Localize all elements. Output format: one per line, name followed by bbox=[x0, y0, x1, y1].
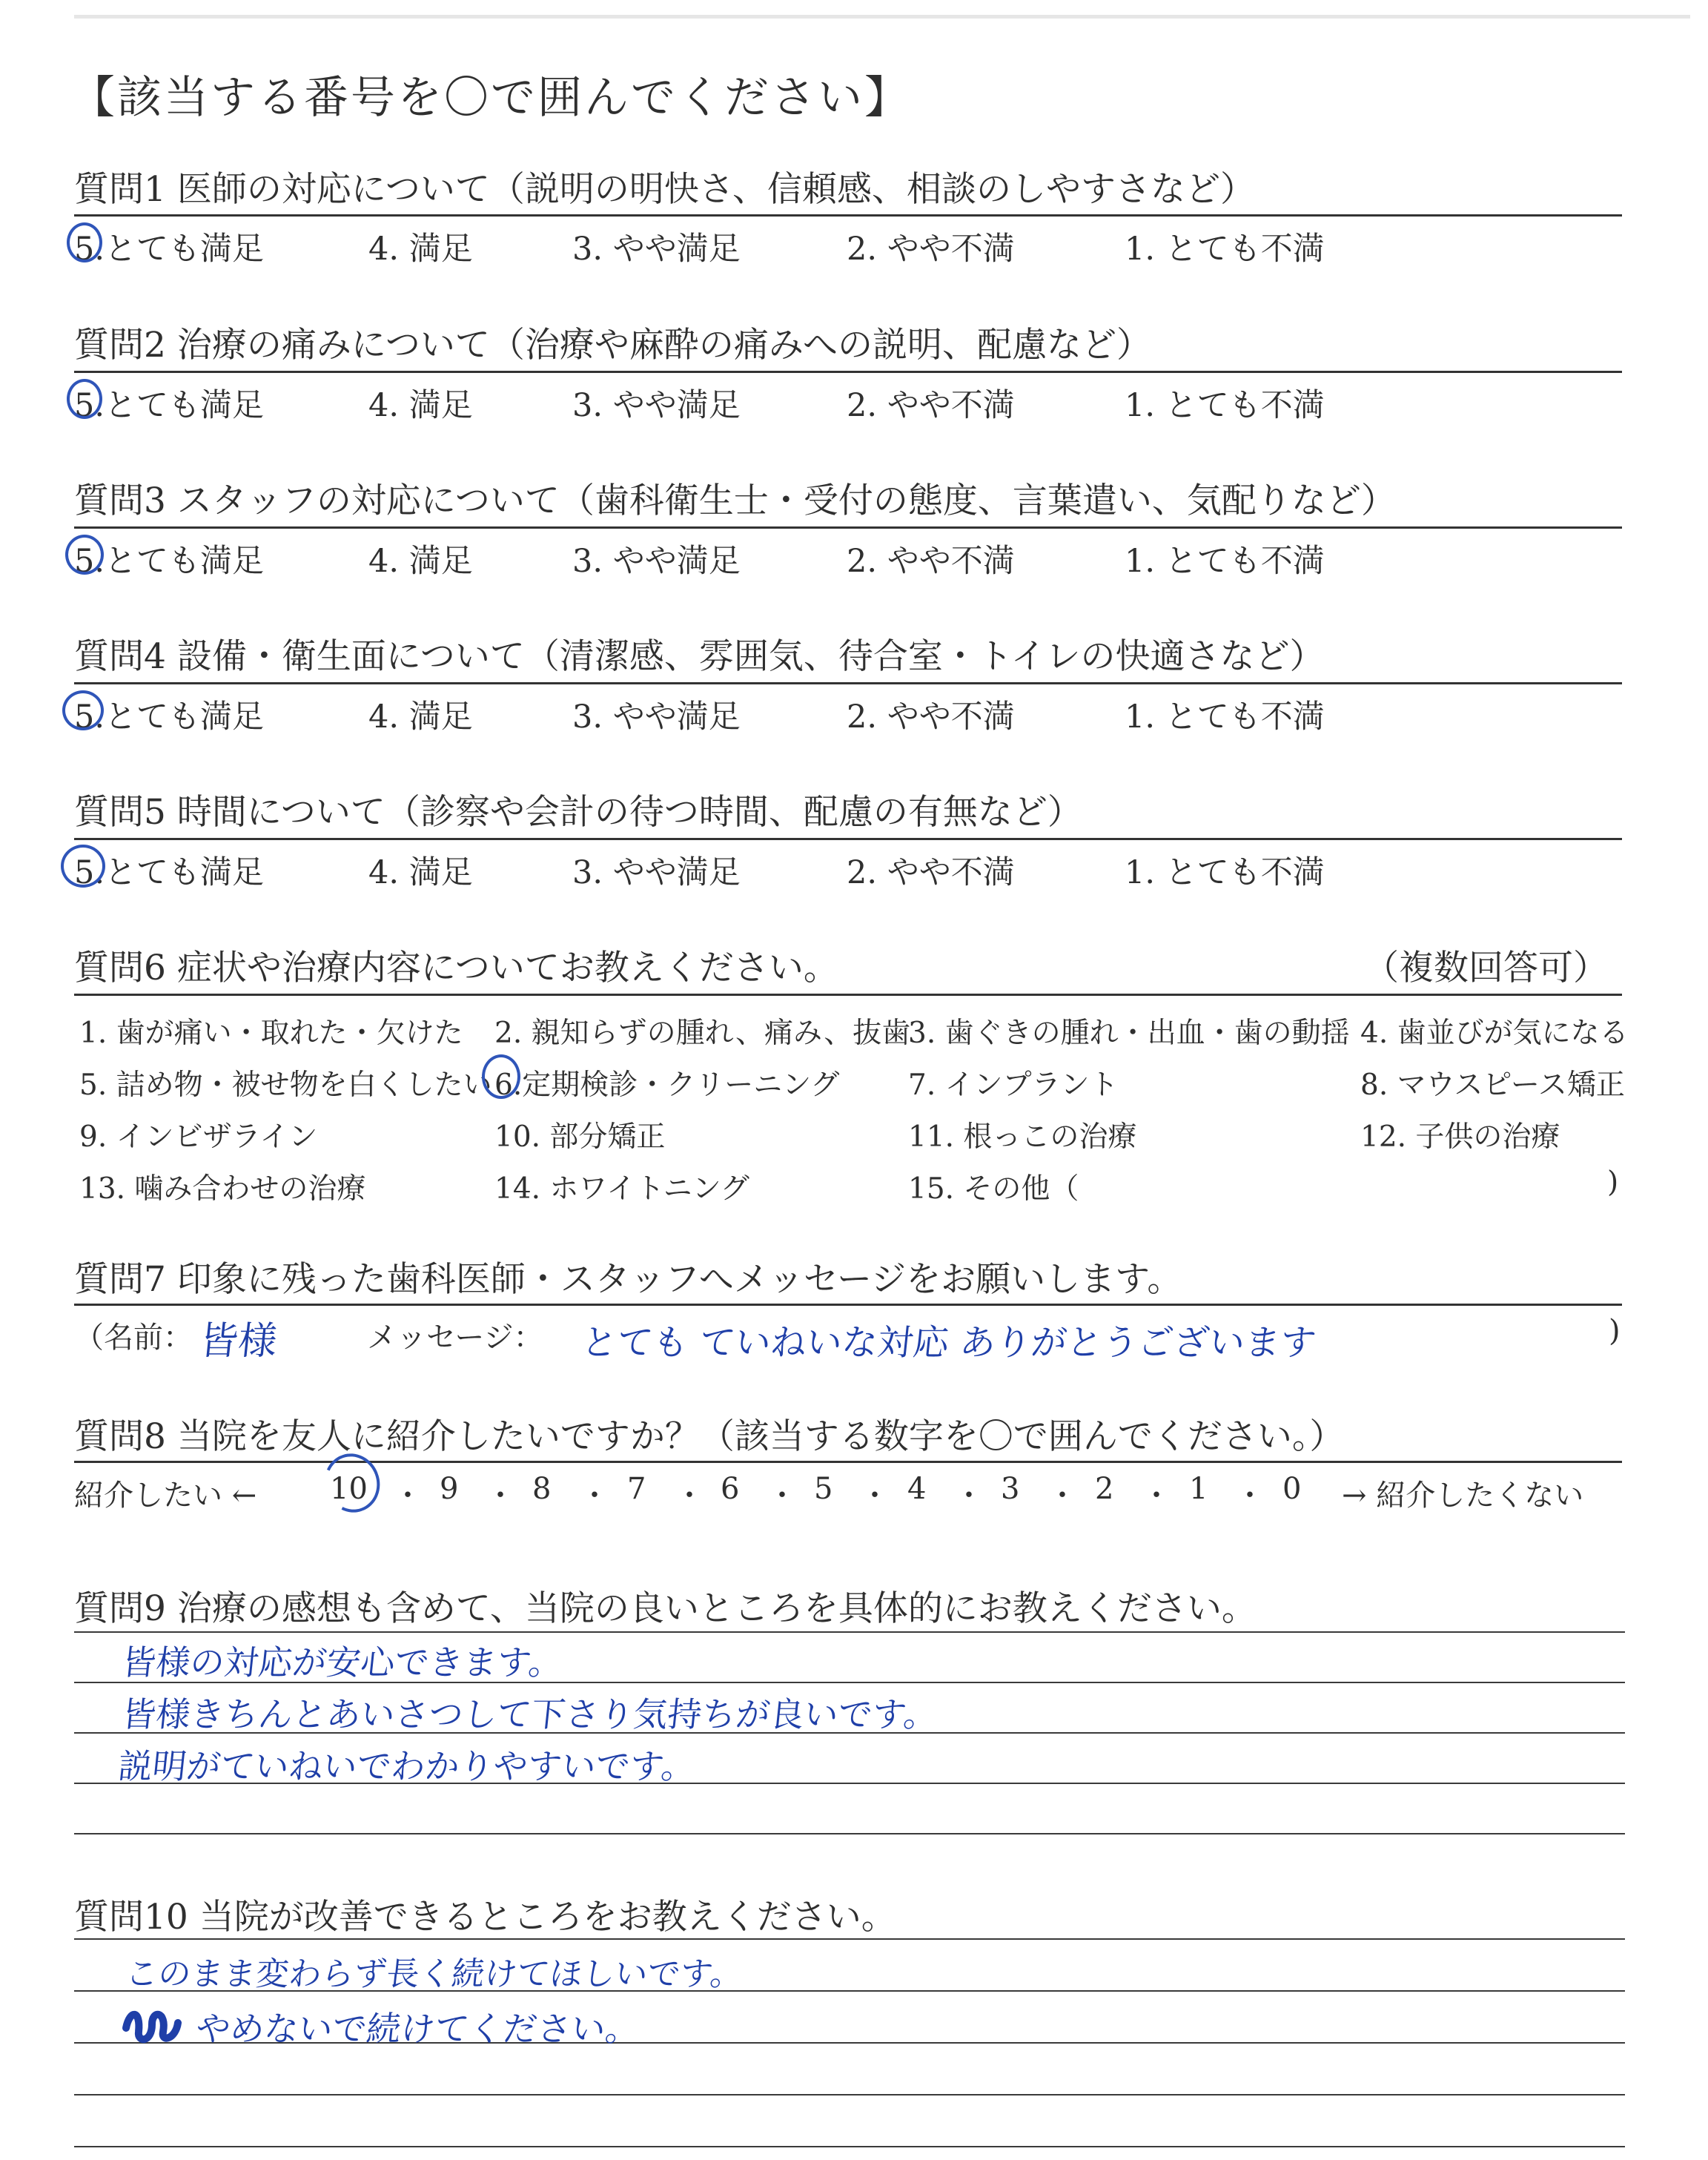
q8-score-10[interactable]: 10 bbox=[330, 1472, 368, 1506]
question-8-title: 質問8 当院を友人に紹介したいですか？（該当する数字を〇で囲んでください。） bbox=[74, 1416, 1345, 1457]
q6-option-15[interactable]: 15. その他（ bbox=[908, 1172, 1079, 1206]
q8-score-4[interactable]: 4 bbox=[907, 1472, 927, 1506]
q6-option-9[interactable]: 9. インビザライン bbox=[79, 1120, 318, 1154]
q7-message-value[interactable]: とても ていねいな対応 ありがとうございます bbox=[579, 1322, 1319, 1364]
q5-option-3[interactable]: 3. やや満足 bbox=[572, 854, 741, 891]
q4-selection-circle bbox=[62, 690, 104, 730]
q1-option-2[interactable]: 2. やや不満 bbox=[847, 231, 1015, 268]
question-6-title: 質問6 症状や治療内容についてお教えください。 bbox=[74, 948, 838, 988]
q8-score-0[interactable]: 0 bbox=[1282, 1472, 1302, 1506]
q8-separator: ・ bbox=[486, 1479, 515, 1513]
q8-separator: ・ bbox=[767, 1479, 797, 1513]
q5-option-2[interactable]: 2. やや不満 bbox=[847, 854, 1015, 891]
q6-option-5[interactable]: 5. 詰め物・被せ物を白くしたい bbox=[79, 1069, 492, 1102]
q8-score-1[interactable]: 1 bbox=[1189, 1472, 1208, 1506]
q5-selection-circle bbox=[61, 845, 105, 888]
q9-answer-1[interactable]: 皆様の対応が安心できます。 bbox=[119, 1642, 565, 1682]
page-title: 【該当する番号を〇で囲んでください】 bbox=[70, 72, 911, 124]
q7-name-value[interactable]: 皆様 bbox=[197, 1319, 279, 1364]
q10-answer-2[interactable]: やめないで続けてください。 bbox=[193, 2009, 642, 2049]
q6-option-13[interactable]: 13. 噛み合わせの治療 bbox=[79, 1172, 366, 1206]
q8-separator: ・ bbox=[393, 1479, 423, 1513]
question-2-title: 質問2 治療の痛みについて（治療や麻酔の痛みへの説明、配慮など） bbox=[74, 325, 1151, 366]
q10-answer-1[interactable]: このまま変わらず長く続けてほしいです。 bbox=[123, 1955, 745, 1993]
q8-score-9[interactable]: 9 bbox=[440, 1472, 459, 1506]
q8-separator: ・ bbox=[1142, 1479, 1171, 1513]
q6-option-11[interactable]: 11. 根っこの治療 bbox=[908, 1120, 1137, 1154]
question-2-rule bbox=[74, 371, 1622, 373]
q8-score-6[interactable]: 6 bbox=[721, 1472, 740, 1506]
q2-option-5[interactable]: 5.とても満足 bbox=[74, 387, 265, 424]
q7-message-label: メッセージ： bbox=[367, 1321, 543, 1355]
q4-option-1[interactable]: 1. とても不満 bbox=[1125, 698, 1325, 736]
q8-right-label: → 紹介したくない bbox=[1342, 1479, 1584, 1513]
q8-score-8[interactable]: 8 bbox=[532, 1472, 552, 1506]
q8-left-label: 紹介したい ← bbox=[74, 1479, 257, 1513]
question-4-rule bbox=[74, 682, 1622, 684]
q9-answer-3[interactable]: 説明がていねいでわかりやすいです。 bbox=[116, 1746, 698, 1786]
q9-line-1 bbox=[74, 1631, 1625, 1633]
question-4-title: 質問4 設備・衛生面について（清潔感、雰囲気、待合室・トイレの快適さなど） bbox=[74, 636, 1325, 677]
q3-option-3[interactable]: 3. やや満足 bbox=[572, 543, 741, 580]
q6-option-8[interactable]: 8. マウスピース矯正 bbox=[1360, 1069, 1625, 1102]
question-6-rule bbox=[74, 994, 1622, 996]
q2-option-4[interactable]: 4. 満足 bbox=[368, 387, 473, 424]
question-3-title: 質問3 スタッフの対応について（歯科衛生士・受付の態度、言葉遣い、気配りなど） bbox=[74, 480, 1396, 521]
q2-selection-circle bbox=[67, 379, 102, 419]
q8-separator: ・ bbox=[860, 1479, 890, 1513]
q5-option-5[interactable]: 5.とても満足 bbox=[74, 854, 265, 891]
q4-option-2[interactable]: 2. やや不満 bbox=[847, 698, 1015, 736]
q6-option-2[interactable]: 2. 親知らずの腫れ、痛み、抜歯 bbox=[494, 1017, 911, 1050]
question-8-rule bbox=[74, 1461, 1622, 1463]
q7-name-label: （名前： bbox=[74, 1321, 193, 1355]
q4-option-4[interactable]: 4. 満足 bbox=[368, 698, 473, 736]
question-7-rule bbox=[74, 1304, 1622, 1306]
q8-separator: ・ bbox=[580, 1479, 609, 1513]
q1-option-4[interactable]: 4. 満足 bbox=[368, 231, 473, 268]
question-1-title: 質問1 医師の対応について（説明の明快さ、信頼感、相談のしやすさなど） bbox=[74, 169, 1256, 210]
q6-option-3[interactable]: 3. 歯ぐきの腫れ・出血・歯の動揺 bbox=[908, 1017, 1350, 1050]
q2-option-2[interactable]: 2. やや不満 bbox=[847, 387, 1015, 424]
question-3-rule bbox=[74, 526, 1622, 529]
q8-separator: ・ bbox=[1047, 1479, 1077, 1513]
q6-option-14[interactable]: 14. ホワイトニング bbox=[494, 1172, 749, 1206]
question-5-title: 質問5 時間について（診察や会計の待つ時間、配慮の有無など） bbox=[74, 792, 1082, 833]
q4-option-5[interactable]: 5.とても満足 bbox=[74, 698, 265, 736]
q10-line-1 bbox=[74, 1938, 1625, 1940]
question-9-title: 質問9 治療の感想も含めて、当院の良いところを具体的にお教えください。 bbox=[74, 1588, 1257, 1629]
q1-selection-circle bbox=[67, 222, 102, 262]
q2-option-3[interactable]: 3. やや満足 bbox=[572, 387, 741, 424]
q7-close-paren: ) bbox=[1609, 1314, 1621, 1348]
q8-score-2[interactable]: 2 bbox=[1095, 1472, 1114, 1506]
q6-option-10[interactable]: 10. 部分矯正 bbox=[494, 1120, 666, 1154]
q6-option-4[interactable]: 4. 歯並びが気になる bbox=[1360, 1017, 1629, 1050]
q1-option-1[interactable]: 1. とても不満 bbox=[1125, 231, 1325, 268]
q1-option-3[interactable]: 3. やや満足 bbox=[572, 231, 741, 268]
scribble-icon bbox=[122, 2002, 182, 2047]
q5-option-4[interactable]: 4. 満足 bbox=[368, 854, 473, 891]
question-1-rule bbox=[74, 214, 1622, 217]
question-10-title: 質問10 当院が改善できるところをお教えください。 bbox=[74, 1897, 896, 1938]
q8-separator: ・ bbox=[954, 1479, 984, 1513]
q3-option-5[interactable]: 5.とても満足 bbox=[74, 543, 265, 580]
question-5-rule bbox=[74, 838, 1622, 840]
top-rule bbox=[74, 15, 1690, 19]
q10-line-5 bbox=[74, 2146, 1625, 2147]
q9-answer-2[interactable]: 皆様きちんとあいさつして下さり気持ちが良いです。 bbox=[119, 1694, 940, 1734]
question-6-note: （複数回答可） bbox=[1364, 948, 1608, 988]
q6-selection-circle bbox=[482, 1054, 520, 1099]
q9-line-5 bbox=[74, 1833, 1625, 1834]
q5-option-1[interactable]: 1. とても不満 bbox=[1125, 854, 1325, 891]
q1-option-5[interactable]: 5.とても満足 bbox=[74, 231, 265, 268]
q6-option-7[interactable]: 7. インプラント bbox=[908, 1069, 1119, 1102]
q10-line-4 bbox=[74, 2094, 1625, 2095]
q8-separator: ・ bbox=[675, 1479, 704, 1513]
q6-option-12[interactable]: 12. 子供の治療 bbox=[1360, 1120, 1560, 1154]
q3-option-2[interactable]: 2. やや不満 bbox=[847, 543, 1015, 580]
q6-option-15-close: ) bbox=[1607, 1166, 1619, 1199]
q8-score-5[interactable]: 5 bbox=[814, 1472, 833, 1506]
q8-score-7[interactable]: 7 bbox=[627, 1472, 646, 1506]
q8-separator: ・ bbox=[1235, 1479, 1265, 1513]
q6-option-1[interactable]: 1. 歯が痛い・取れた・欠けた bbox=[79, 1017, 463, 1050]
q2-option-1[interactable]: 1. とても不満 bbox=[1125, 387, 1325, 424]
q3-option-1[interactable]: 1. とても不満 bbox=[1125, 543, 1325, 580]
q3-selection-circle bbox=[65, 535, 104, 575]
q8-score-3[interactable]: 3 bbox=[1001, 1472, 1020, 1506]
q4-option-3[interactable]: 3. やや満足 bbox=[572, 698, 741, 736]
q3-option-4[interactable]: 4. 満足 bbox=[368, 543, 473, 580]
q6-option-6[interactable]: 6.定期検診・クリーニング bbox=[494, 1069, 840, 1102]
question-7-title: 質問7 印象に残った歯科医師・スタッフへメッセージをお願いします。 bbox=[74, 1259, 1182, 1300]
